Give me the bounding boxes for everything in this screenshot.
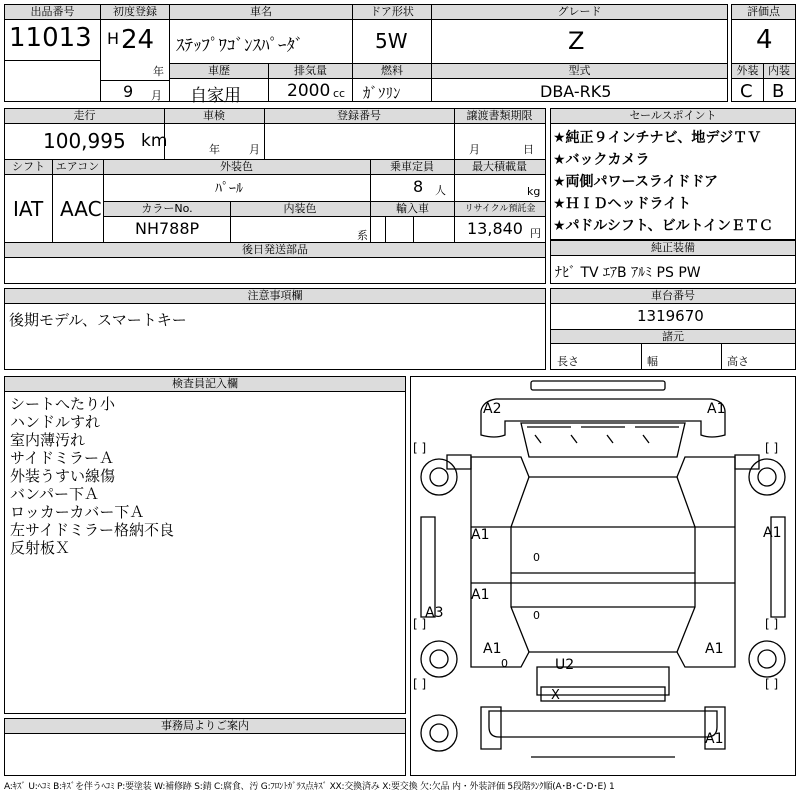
inspector-label: 検査員記入欄	[5, 377, 405, 392]
month-unit: 月	[151, 89, 162, 102]
shift: IAT	[13, 197, 44, 221]
displacement: 2000	[287, 81, 331, 101]
import-label: 輸入車	[371, 202, 455, 217]
office-label: 事務局よりご案内	[5, 719, 405, 734]
bracket-mark: [ ]	[765, 677, 779, 691]
ext-score: C	[740, 81, 753, 102]
notes-box	[4, 288, 546, 370]
capacity: 8	[413, 177, 424, 196]
displacement-cell	[268, 63, 353, 102]
inspector-line: サイドミラーＡ	[10, 449, 114, 467]
bracket-mark: [ ]	[765, 441, 779, 455]
fuel-cell	[352, 63, 432, 102]
zero-mark: 0	[533, 551, 540, 564]
inspector-line: 反射板Ｘ	[10, 539, 71, 557]
person-unit: 人	[435, 184, 446, 197]
lot-label: 出品番号	[5, 5, 100, 20]
damage-mark: A2	[483, 401, 502, 417]
score: 4	[756, 25, 773, 55]
inspection-label: 車検	[164, 109, 265, 124]
history-cell	[169, 63, 269, 106]
int-label: 内装	[763, 64, 795, 79]
damage-mark: U2	[555, 657, 575, 673]
first-reg-cell	[100, 4, 170, 81]
legend: A:ｷｽﾞ U:ﾍｺﾐ B:ｷｽﾞを伴うﾍｺﾐ P:要塗装 W:補修跡 S:錆 C:腐食、汚 G:ﾌﾛﾝﾄｶﾞﾗｽ点ｷｽﾞ XX:交換済み X:要交換 欠:欠品 内・外装評価 5段階ﾗﾝｸ順(A･B･C･D･E) 1	[4, 782, 615, 792]
car-outline-svg	[411, 377, 795, 775]
tr-day-unit: 日	[523, 143, 534, 156]
ins-year-unit: 年	[209, 143, 220, 156]
km-unit: km	[141, 131, 168, 151]
recycle-label: リサイクル預託金	[455, 202, 545, 217]
zero-mark: 0	[533, 609, 540, 622]
ext-int-cell	[731, 63, 796, 102]
damage-mark: A1	[707, 401, 726, 417]
damage-mark: A1	[471, 587, 490, 603]
grade-label: グレード	[432, 5, 727, 20]
genuine-equip-box	[550, 240, 796, 284]
sales-points-list	[553, 127, 773, 237]
reg-month: 9	[123, 82, 134, 101]
first-reg-label: 初度登録	[101, 5, 169, 20]
bracket-mark: [ ]	[413, 617, 427, 631]
fuel: ｶﾞｿﾘﾝ	[363, 84, 401, 102]
fuel-label: 燃料	[353, 64, 431, 79]
grade: Z	[568, 27, 585, 55]
ext-label: 外装	[732, 64, 764, 79]
genuine-equip: ﾅﾋﾞ TV ｴｱB ｱﾙﾐ PS PW	[555, 265, 701, 281]
bracket-mark: [ ]	[765, 617, 779, 631]
ac: AAC	[60, 197, 102, 221]
sales-point: ★バックカメラ	[553, 152, 650, 168]
era: H	[107, 29, 120, 48]
door-label: ドア形状	[353, 5, 431, 20]
kei-unit: 系	[357, 229, 368, 242]
kg-unit: kg	[527, 185, 541, 198]
cc-unit: cc	[333, 87, 346, 100]
inspector-line: ハンドルすれ	[10, 413, 101, 431]
reg-month-cell	[100, 80, 170, 102]
capacity-label: 乗車定員	[370, 160, 455, 175]
header-block	[4, 4, 796, 106]
width-label: 幅	[647, 355, 658, 368]
damage-mark: A1	[483, 641, 502, 657]
lot-blank	[4, 60, 101, 102]
yen-unit: 円	[530, 227, 541, 240]
lot-cell	[4, 4, 101, 61]
chassis-box	[550, 288, 796, 370]
ins-month-unit: 月	[249, 143, 260, 156]
car-name-label: 車名	[170, 5, 352, 20]
sales-point: ★ＨＩＤヘッドライト	[553, 196, 692, 212]
inspector-line: 外装うすい線傷	[10, 467, 116, 485]
sales-point: ★両側パワースライドドア	[553, 174, 719, 190]
history-label: 車歴	[170, 64, 268, 79]
color-no: NH788P	[135, 219, 200, 238]
chassis-number: 1319670	[637, 307, 704, 325]
sales-points-label: セールスポイント	[551, 109, 795, 124]
mileage-label: 走行	[5, 109, 165, 124]
car-name-cell	[169, 4, 353, 64]
grade-cell	[431, 4, 728, 64]
inspector-lines	[10, 395, 174, 557]
bracket-mark: [ ]	[413, 677, 427, 691]
height-label: 高さ	[727, 355, 749, 368]
inspector-line: 左サイドミラー格納不良	[10, 521, 174, 539]
damage-mark: A1	[763, 525, 782, 541]
damage-mark: A1	[471, 527, 490, 543]
int-color-label: 内装色	[230, 202, 371, 217]
door-type: 5W	[375, 29, 408, 53]
color-no-label: カラーNo.	[104, 202, 231, 217]
zero-mark: 0	[501, 657, 508, 670]
door-cell	[352, 4, 432, 64]
office-box	[4, 718, 406, 776]
ac-label: エアコン	[52, 160, 104, 175]
bracket-mark: [ ]	[413, 441, 427, 455]
reg-no-label: 登録番号	[264, 109, 455, 124]
displacement-label: 排気量	[269, 64, 352, 79]
model-label: 型式	[432, 64, 727, 79]
shift-label: シフト	[5, 160, 53, 175]
tr-month-unit: 月	[469, 143, 480, 156]
model: DBA-RK5	[540, 82, 612, 101]
notes-label: 注意事項欄	[5, 289, 545, 304]
history: 自家用	[190, 86, 241, 106]
lot-number: 11013	[9, 23, 92, 53]
mileage: 100,995	[43, 129, 126, 153]
score-label: 評価点	[732, 5, 795, 20]
model-cell	[431, 63, 728, 102]
car-diagram	[410, 376, 796, 776]
damage-mark: A1	[705, 641, 724, 657]
inspector-box	[4, 376, 406, 714]
damage-mark: A3	[425, 605, 444, 621]
year-unit: 年	[153, 65, 164, 78]
int-score: B	[772, 81, 785, 102]
notes-text: 後期モデル、スマートキー	[9, 311, 187, 329]
dimensions-label: 諸元	[551, 329, 795, 344]
damage-mark: X	[551, 688, 560, 703]
car-name: ｽﾃｯﾌﾟﾜｺﾞﾝｽﾊﾟｰﾀﾞ	[176, 36, 304, 56]
ext-color-label: 外装色	[103, 160, 371, 175]
transfer-label: 譲渡書類期限	[454, 109, 545, 124]
reg-year: 24	[121, 25, 155, 55]
sales-point: ★純正９インチナビ、地デジＴＶ	[553, 130, 762, 146]
inspector-line: バンパー下Ａ	[10, 485, 99, 503]
sales-points-box	[550, 108, 796, 240]
load-label: 最大積載量	[454, 160, 545, 175]
mid-block	[4, 108, 546, 284]
score-cell	[731, 4, 796, 64]
ext-color: ﾊﾟｰﾙ	[215, 181, 243, 197]
length-label: 長さ	[557, 355, 579, 368]
inspector-line: ロッカーカバー下Ａ	[10, 503, 145, 521]
inspector-line: 室内薄汚れ	[10, 431, 86, 449]
recycle-fee: 13,840	[467, 219, 523, 238]
sales-point: ★パドルシフト、ビルトインＥＴＣ	[553, 218, 773, 234]
damage-mark: A1	[705, 731, 724, 747]
inspector-line: シートへたり小	[10, 395, 116, 413]
genuine-equip-label: 純正装備	[551, 241, 795, 256]
chassis-label: 車台番号	[551, 289, 795, 304]
later-parts-label: 後日発送部品	[5, 243, 545, 258]
